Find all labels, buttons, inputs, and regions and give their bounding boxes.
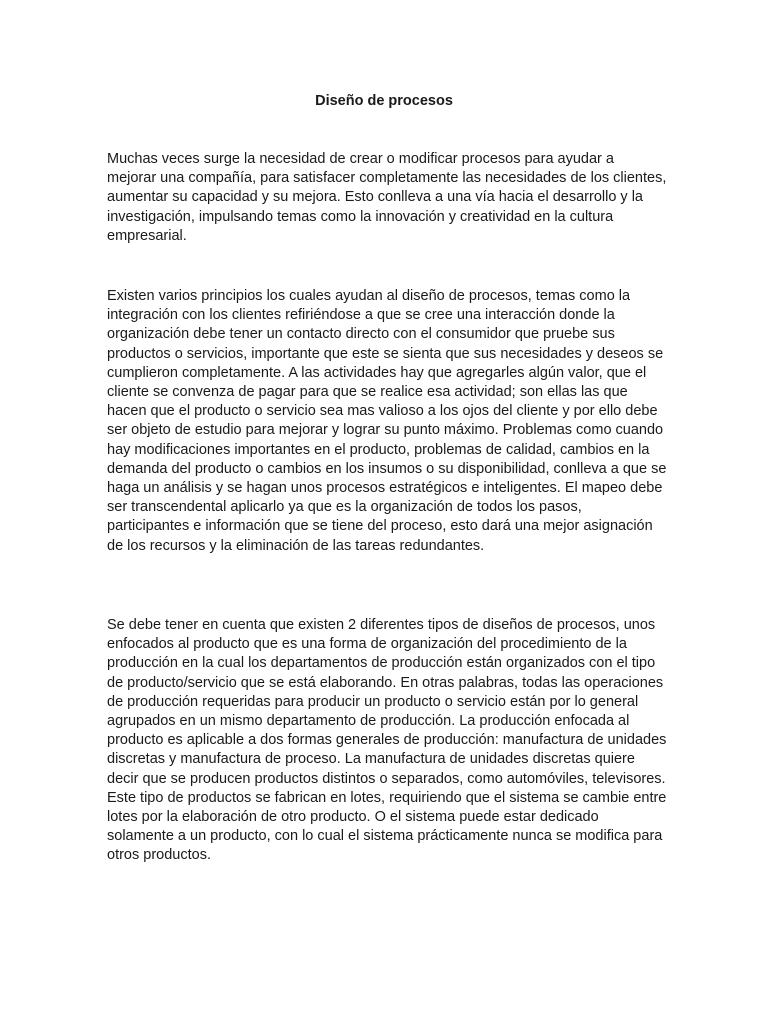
paragraph-2: Existen varios principios los cuales ayudan al diseño de procesos, temas como la integración con los clientes refiriéndose a que se cree una interacción donde la organización debe tener un contacto directo con el consumidor que pruebe sus productos o servicios, importante que este se sienta que sus necesidades y deseos se cumplieron completamente. A las actividades hay que agregarles algún valor, que el cliente se convenza de pagar para que se realice esa actividad; son ellas las que hacen que el producto o servicio sea mas valioso a los ojos del cliente y por ello debe ser objeto de estudio para mejorar y lograr su punto máximo. Problemas como cuando hay modificaciones importantes en el producto, problemas de calidad, cambios en la demanda del producto o cambios en los insumos o su disponibilidad, conlleva a que se haga un análisis y se hagan unos procesos estratégicos e inteligentes. El mapeo debe ser transcendental aplicarlo ya que es la organización de todos los pasos, participantes e información que se tiene del proceso, esto dará una mejor asignación de los recursos y la eliminación de las tareas redundantes. xyxy=(107,288,667,554)
paragraph-1: Muchas veces surge la necesidad de crear o modificar procesos para ayudar a mejorar una compañía, para satisfacer completamente las necesidades de los clientes, aumentar su capacidad y su mejora. Esto conlleva a una vía hacia el desarrollo y la investigación, impulsando temas como la innovación y creatividad en la cultura empresarial. xyxy=(107,151,667,244)
document-title: Diseño de procesos xyxy=(315,93,453,109)
paragraph-3: Se debe tener en cuenta que existen 2 diferentes tipos de diseños de procesos, unos enfocados al producto que es una forma de organización del procedimiento de la producción en la cual los departamentos de producción están organizados con el tipo de producto/servicio que se está elaborando. En otras palabras, todas las operaciones de producción requeridas para producir un producto o servicio están por lo general agrupados en un mismo departamento de producción. La producción enfocada al producto es aplicable a dos formas generales de producción: manufactura de unidades discretas y manufactura de proceso. La manufactura de unidades discretas quiere decir que se producen productos distintos o separados, como automóviles, televisores. Este tipo de productos se fabrican en lotes, requiriendo que el sistema se cambie entre lotes por la elaboración de otro producto. O el sistema puede estar dedicado solamente a un producto, con lo cual el sistema prácticamente nunca se modifica para otros productos. xyxy=(107,617,667,864)
